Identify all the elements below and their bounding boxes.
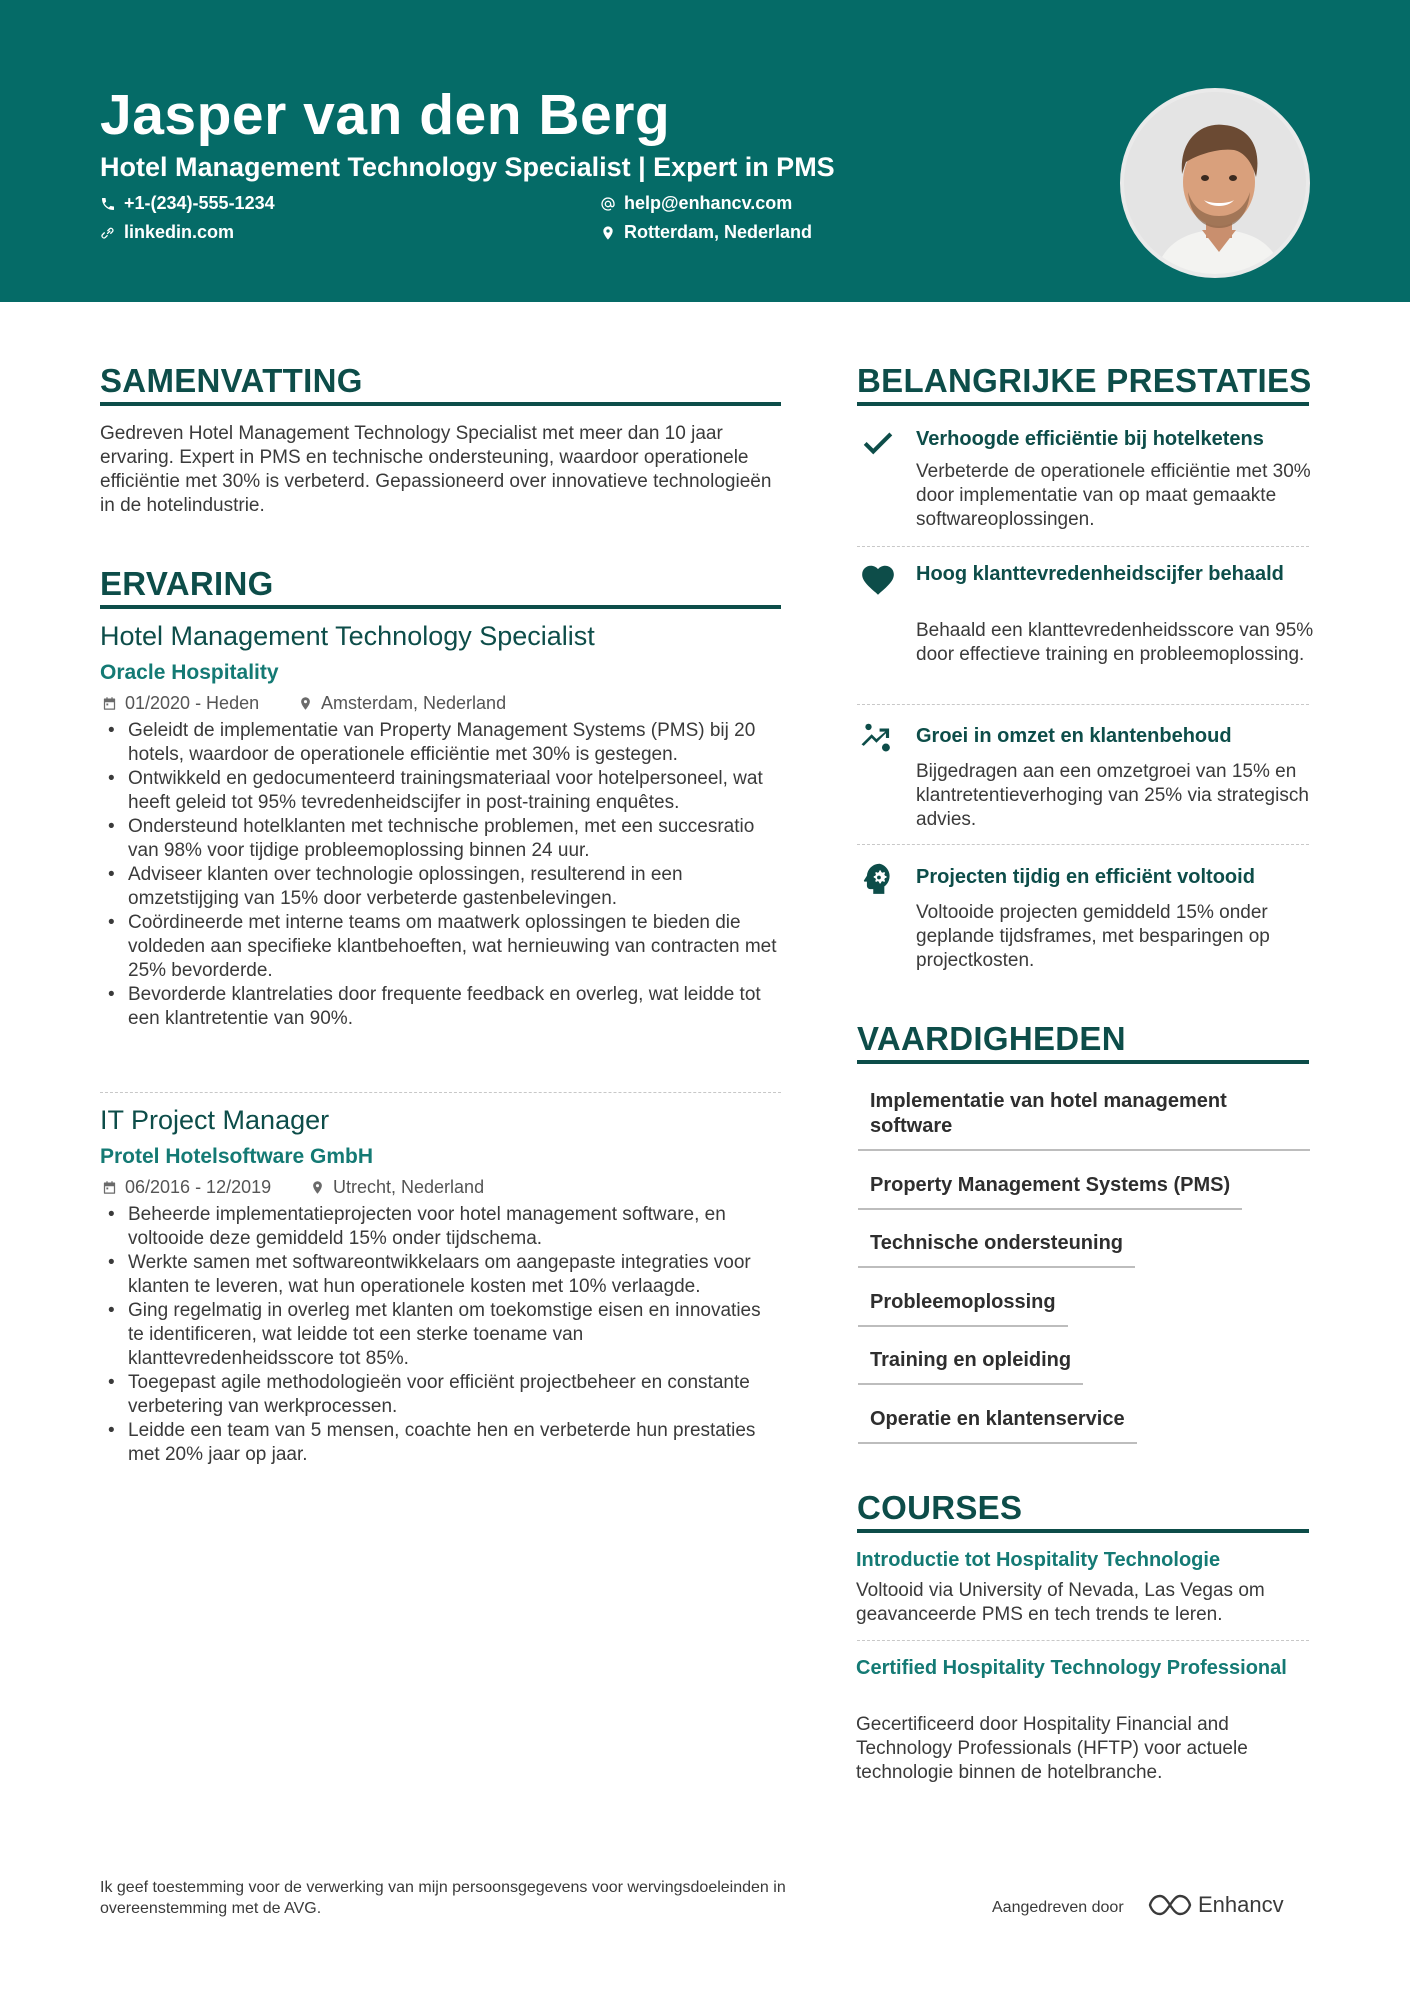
- job-separator: [100, 1092, 781, 1093]
- linkedin-contact[interactable]: [100, 222, 234, 243]
- checkmark-icon: [858, 422, 898, 462]
- list-item: • Beheerde implementatieprojecten voor hotel management software, en voltooide deze gemiddeld 15% onder tijdschema.: [100, 1203, 780, 1251]
- course-desc: Gecertificeerd door Hospitality Financial and Technology Professionals (HFTP) voor actuele technologie binnen de hotelbranche.: [856, 1714, 1248, 1783]
- experience-heading: ERVARING: [100, 565, 274, 602]
- achievement-separator: [857, 546, 1309, 547]
- phone-icon: [100, 196, 116, 212]
- header-banner: [0, 0, 1410, 302]
- achievement-title: Projecten tijdig en efficiënt voltooid: [916, 866, 1255, 888]
- brand-name: Enhancv: [1198, 1892, 1284, 1917]
- list-item: • Ontwikkeld en gedocumenteerd trainingsmateriaal voor hotelpersoneel, wat heeft geleid tot 95% tevredenheidscijfer in post-training enquêtes.: [100, 767, 780, 815]
- summary-heading: SAMENVATTING: [100, 362, 363, 399]
- heart-icon: [858, 560, 898, 600]
- list-item: • Adviseer klanten over technologie oplossingen, resulterend in een omzetstijging van 15% door verbeterde gastenbelevingen.: [100, 863, 780, 911]
- phone-text: +1-(234)-555-1234: [124, 193, 275, 213]
- location-text: Rotterdam, Nederland: [624, 222, 813, 242]
- job-bullets: [100, 719, 780, 1031]
- summary-divider: [100, 402, 781, 406]
- job-location: [310, 1177, 484, 1198]
- location-contact: [600, 222, 812, 243]
- candidate-name: Jasper van den Berg: [100, 83, 671, 147]
- skill-tag: Operatie en klantenservice: [858, 1407, 1137, 1444]
- courses-divider: [857, 1529, 1309, 1533]
- skill-tag: Probleemoplossing: [858, 1290, 1068, 1327]
- enhancv-logo-icon: [1148, 1892, 1192, 1918]
- list-item: • Werkte samen met softwareontwikkelaars om aangepaste integraties voor klanten te leveren, wat hun operationele kosten met 10% verlaagde.: [100, 1251, 780, 1299]
- list-item: • Bevorderde klantrelaties door frequente feedback en overleg, wat leidde tot een klantretentie van 90%.: [100, 983, 780, 1031]
- job-location-text: Amsterdam, Nederland: [321, 693, 507, 713]
- course-desc: Voltooid via University of Nevada, Las Vegas om geavanceerde PMS en tech trends te leren.: [856, 1580, 1265, 1625]
- job-company: Protel Hotelsoftware GmbH: [100, 1145, 374, 1168]
- course-title: Introductie tot Hospitality Technologie: [856, 1549, 1221, 1571]
- list-item: • Coördineerde met interne teams om maatwerk oplossingen te bieden die voldeden aan specifieke klantbehoeften, wat hernieuwing van contracten met 25% bevorderde.: [100, 911, 780, 983]
- job-title: Hotel Management Technology Specialist: [100, 621, 595, 651]
- courses-heading: COURSES: [857, 1489, 1023, 1526]
- achievement-title: Verhoogde efficiëntie bij hotelketens: [916, 428, 1264, 450]
- experience-divider: [100, 605, 781, 609]
- achievement-desc: Verbeterde de operationele efficiëntie met 30% door implementatie van op maat gemaakte softwareoplossingen.: [916, 461, 1311, 530]
- head-gear-icon: [858, 858, 898, 898]
- job-location: [298, 693, 506, 714]
- profile-portrait-illustration: [1124, 92, 1310, 278]
- list-item: • Toegepast agile methodologieën voor efficiënt projectbeheer en constante verbetering van werkprocessen.: [100, 1371, 780, 1419]
- profile-photo: [1120, 88, 1310, 278]
- course-title: Certified Hospitality Technology Professional: [856, 1657, 1287, 1679]
- location-pin-icon: [600, 225, 616, 241]
- job-company: Oracle Hospitality: [100, 661, 279, 684]
- job-bullets: [100, 1203, 780, 1467]
- list-item: • Ondersteund hotelklanten met technische problemen, met een succesratio van 98% voor tijdige probleemoplossing binnen 24 uur.: [100, 815, 780, 863]
- summary-text: Gedreven Hotel Management Technology Specialist met meer dan 10 jaar ervaring. Expert in PMS en technische ondersteuning, waardoor operationele efficiëntie met 30% is verbeterd. Gepassioneerd over innovatieve technologieën in de hotelindustrie.: [100, 423, 772, 516]
- skill-tag: Technische ondersteuning: [858, 1231, 1135, 1268]
- powered-by-label: Aangedreven door: [992, 1899, 1124, 1916]
- skill-tag: Training en opleiding: [858, 1348, 1083, 1385]
- achievement-desc: Voltooide projecten gemiddeld 15% onder geplande tijdsframes, met besparingen op projectkosten.: [916, 902, 1270, 971]
- location-pin-icon: [298, 696, 313, 711]
- achievement-title: Hoog klanttevredenheidscijfer behaald: [916, 563, 1284, 585]
- candidate-headline: Hotel Management Technology Specialist | Expert in PMS: [100, 152, 835, 182]
- job-dates: [102, 693, 259, 714]
- achievements-heading: BELANGRIJKE PRESTATIES: [857, 362, 1312, 399]
- list-item: • Ging regelmatig in overleg met klanten om toekomstige eisen en innovaties te identificeren, wat leidde tot een sterke toename van klanttevredenheidsscore tot 85%.: [100, 1299, 780, 1371]
- linkedin-text: linkedin.com: [124, 222, 235, 242]
- skill-tag: Property Management Systems (PMS): [858, 1173, 1242, 1210]
- achievements-divider: [857, 402, 1309, 406]
- calendar-icon: [102, 696, 117, 711]
- achievement-separator: [857, 844, 1309, 845]
- course-separator: [857, 1640, 1309, 1641]
- achievement-desc: Behaald een klanttevredenheidsscore van 95% door effectieve training en probleemoplossing.: [916, 620, 1314, 665]
- growth-icon: [858, 718, 898, 758]
- phone-contact[interactable]: [100, 193, 275, 214]
- achievement-desc: Bijgedragen aan een omzetgroei van 15% en klantretentieverhoging van 25% via strategisch advies.: [916, 761, 1309, 830]
- calendar-icon: [102, 1180, 117, 1195]
- achievement-separator: [857, 704, 1309, 705]
- email-contact[interactable]: [600, 193, 792, 214]
- job-dates-text: 01/2020 - Heden: [125, 693, 260, 713]
- enhancv-brand[interactable]: [1148, 1892, 1284, 1918]
- at-icon: [600, 196, 616, 212]
- skill-tag: Implementatie van hotel management software: [858, 1089, 1310, 1151]
- link-icon: [100, 225, 116, 241]
- job-dates: [102, 1177, 271, 1198]
- list-item: • Geleidt de implementatie van Property Management Systems (PMS) bij 20 hotels, waardoor de operationele efficiëntie met 30% is gestegen.: [100, 719, 780, 767]
- job-location-text: Utrecht, Nederland: [333, 1177, 485, 1197]
- location-pin-icon: [310, 1180, 325, 1195]
- achievement-title: Groei in omzet en klantenbehoud: [916, 725, 1232, 747]
- skills-divider: [857, 1060, 1309, 1064]
- list-item: • Leidde een team van 5 mensen, coachte hen en verbeterde hun prestaties met 20% jaar op jaar.: [100, 1419, 780, 1467]
- email-text: help@enhancv.com: [624, 193, 793, 213]
- job-dates-text: 06/2016 - 12/2019: [125, 1177, 272, 1197]
- skills-heading: VAARDIGHEDEN: [857, 1020, 1126, 1057]
- gdpr-consent: Ik geef toestemming voor de verwerking van mijn persoonsgegevens voor wervingsdoeleinden in overeenstemming met de AVG.: [100, 1879, 786, 1917]
- job-title: IT Project Manager: [100, 1105, 330, 1135]
